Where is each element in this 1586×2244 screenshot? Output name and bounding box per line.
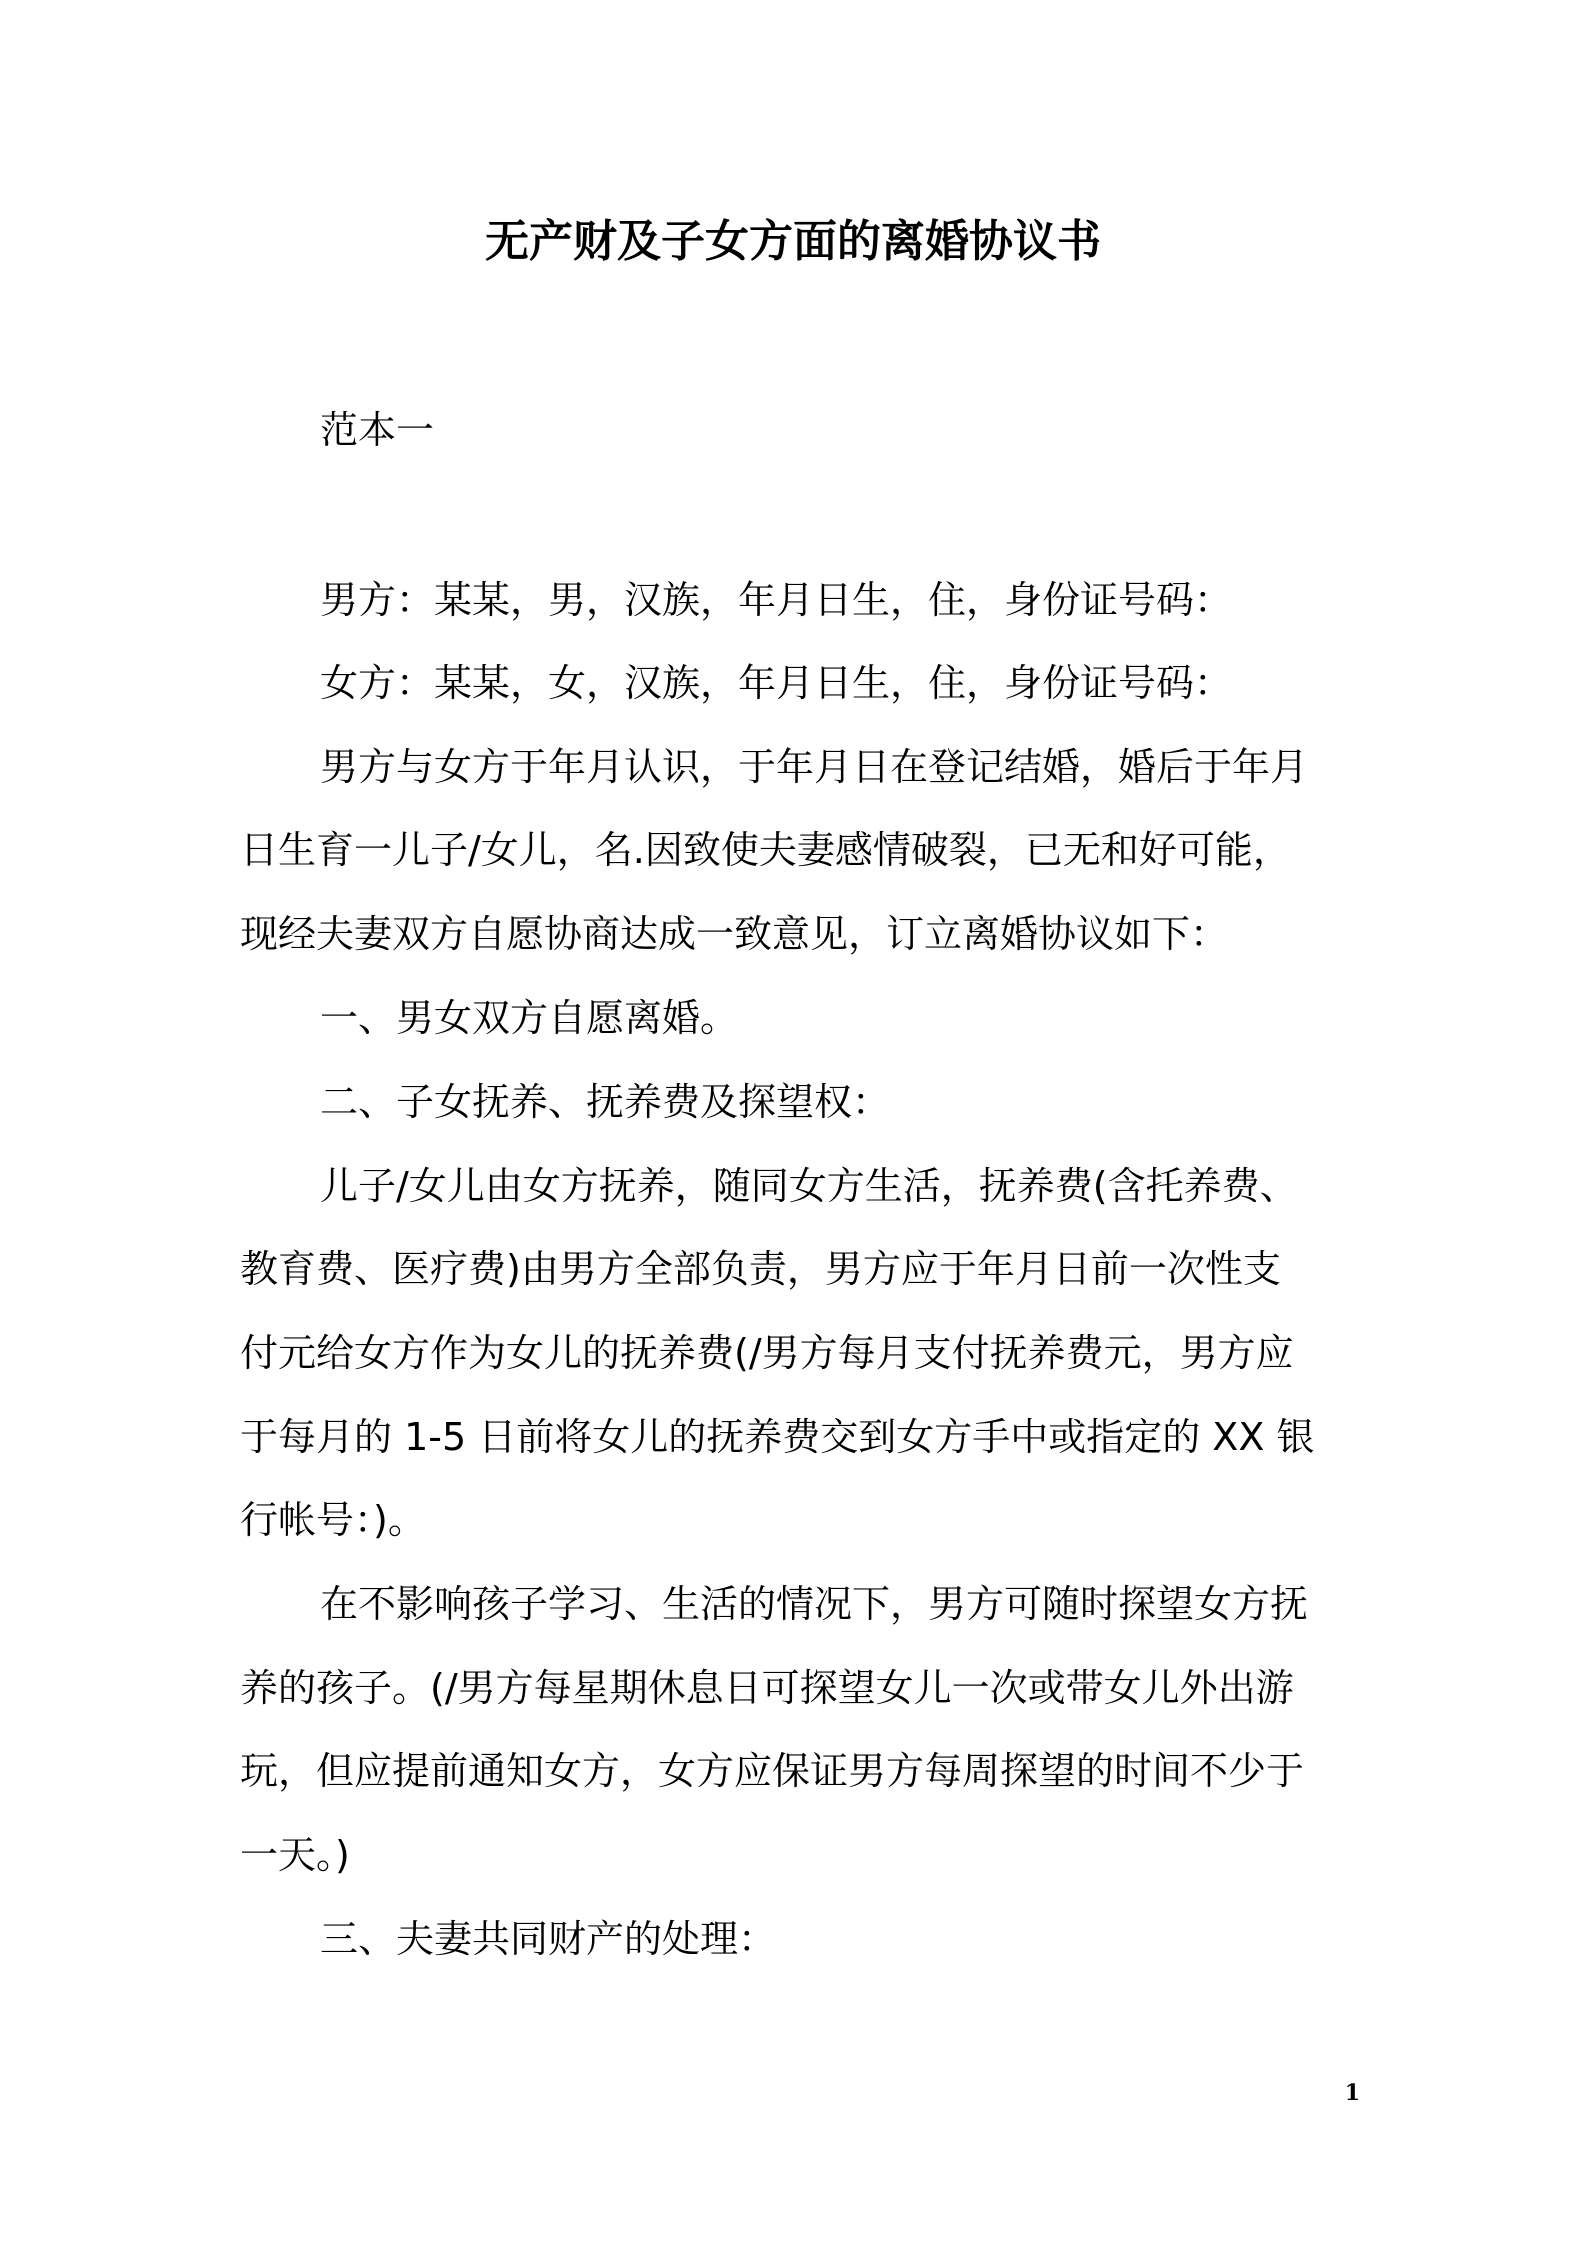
paragraph-line: 行帐号：)。 <box>240 1498 426 1542</box>
paragraph-line: 日生育一儿子/女儿，名.因致使夫妻感情破裂，已无和好可能， <box>240 828 1291 872</box>
template-label: 范本一 <box>320 408 435 452</box>
party-male: 男方：某某，男，汉族，年月日生，住，身份证号码： <box>320 578 1233 622</box>
paragraph-line: 儿子/女儿由女方抚养，随同女方生活，抚养费(含托养费、 <box>320 1164 1298 1208</box>
clause-heading: 二、子女抚养、抚养费及探望权： <box>320 1080 891 1124</box>
paragraph-line: 男方与女方于年月认识，于年月日在登记结婚，婚后于年月 <box>320 745 1309 789</box>
paragraph-line: 一天。) <box>240 1833 350 1877</box>
paragraph-line: 付元给女方作为女儿的抚养费(/男方每月支付抚养费元，男方应 <box>240 1331 1294 1375</box>
clause-heading: 一、男女双方自愿离婚。 <box>320 996 739 1040</box>
document-title: 无产财及子女方面的离婚协议书 <box>485 216 1101 267</box>
paragraph-line: 于每月的 1-5 日前将女儿的抚养费交到女方手中或指定的 XX 银 <box>240 1415 1315 1459</box>
party-female: 女方：某某，女，汉族，年月日生，住，身份证号码： <box>320 661 1233 705</box>
page-number: 1 <box>1344 2080 1360 2106</box>
paragraph-line: 玩，但应提前通知女方，女方应保证男方每周探望的时间不少于 <box>240 1749 1305 1793</box>
paragraph-line: 在不影响孩子学习、生活的情况下，男方可随时探望女方抚 <box>320 1582 1309 1626</box>
clause-heading: 三、夫妻共同财产的处理： <box>320 1917 777 1961</box>
paragraph-line: 教育费、医疗费)由男方全部负责，男方应于年月日前一次性支 <box>240 1247 1281 1291</box>
paragraph-line: 现经夫妻双方自愿协商达成一致意见，订立离婚协议如下： <box>240 912 1229 956</box>
paragraph-line: 养的孩子。(/男方每星期休息日可探望女儿一次或带女儿外出游 <box>240 1666 1294 1710</box>
